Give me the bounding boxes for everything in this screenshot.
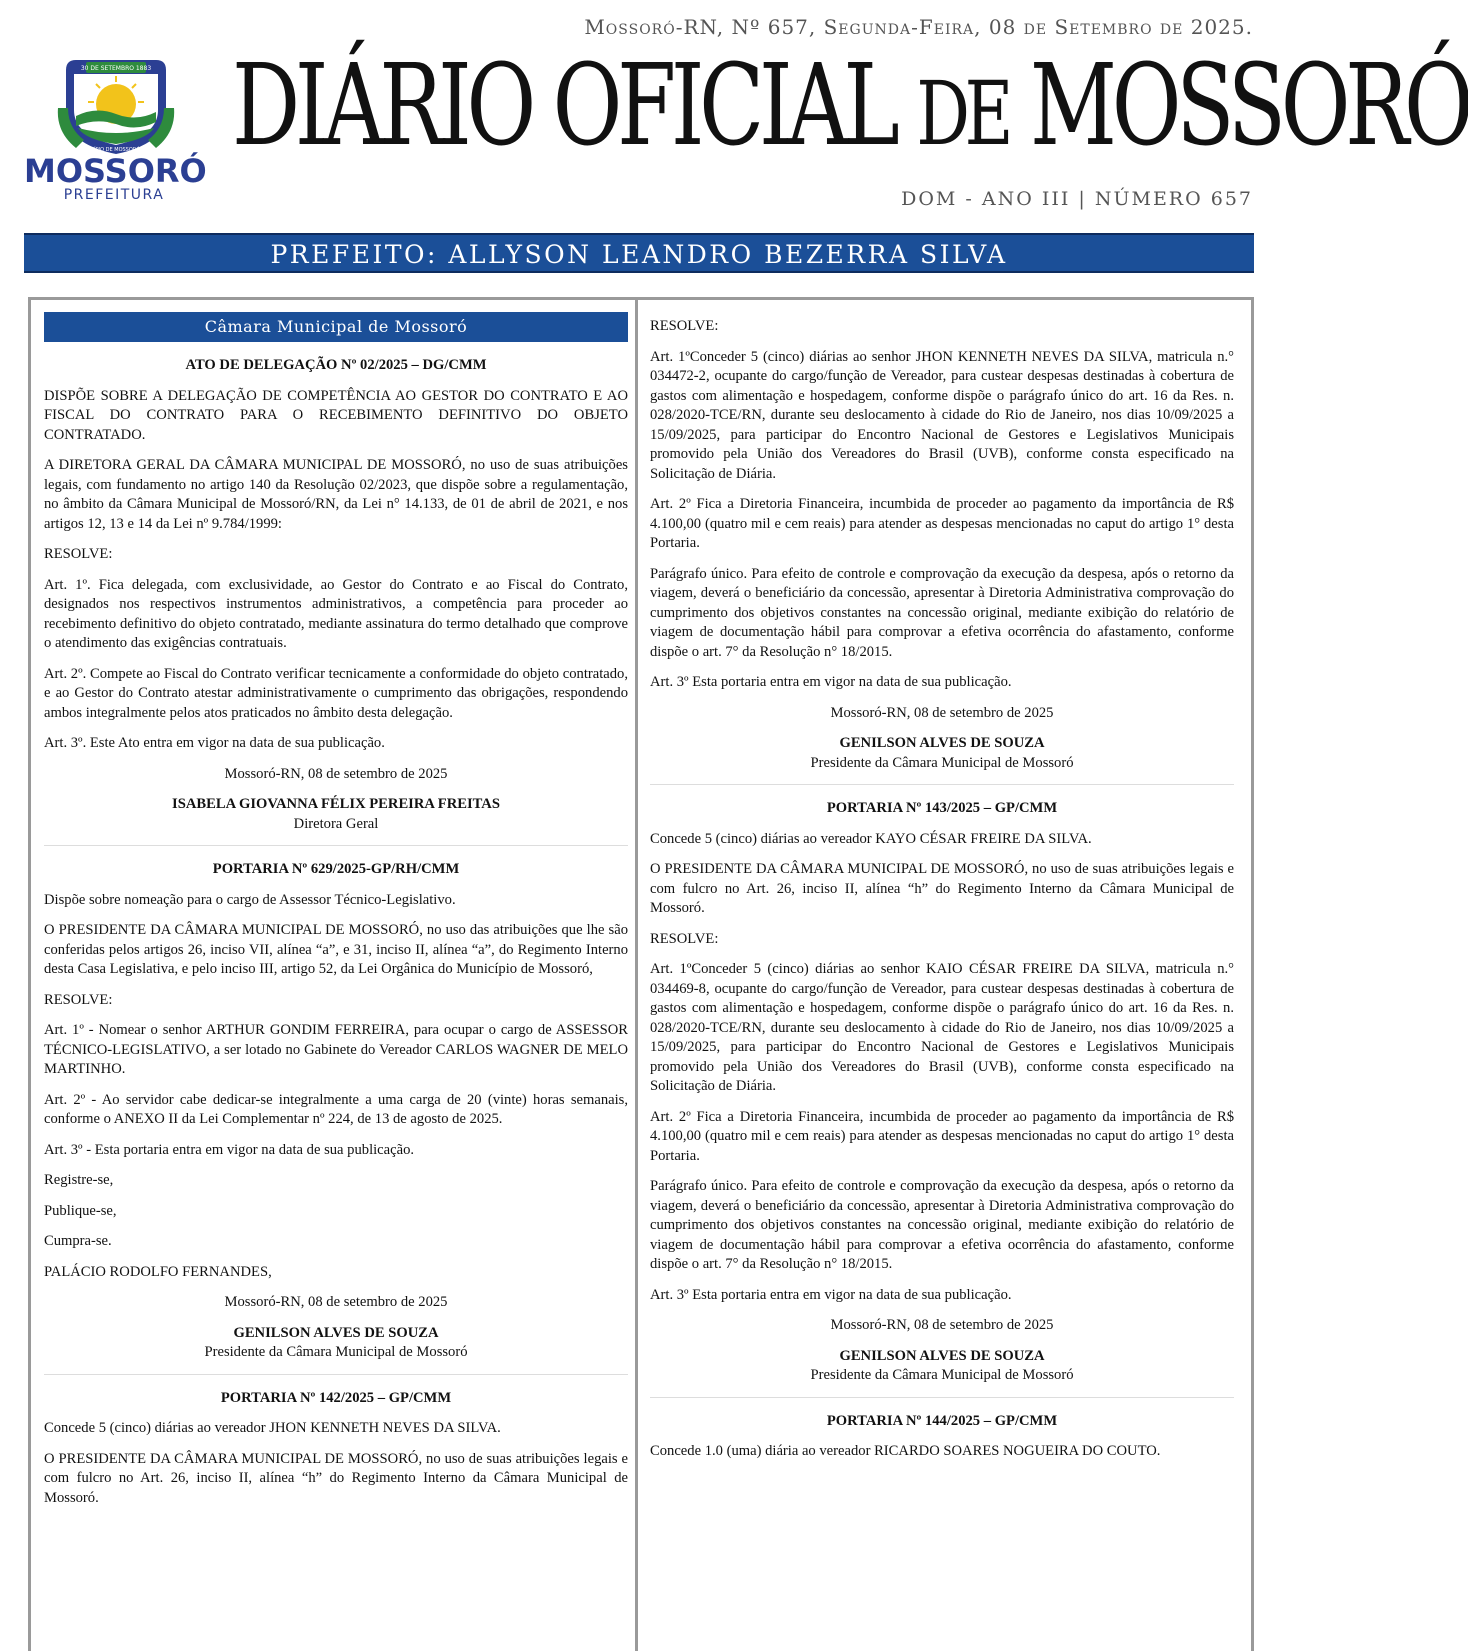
act-preamble: O PRESIDENTE DA CÂMARA MUNICIPAL DE MOSSORÓ, no uso de suas atribuições legais e com fulcro no Art. 26, inciso II, alínea “h” do Regimento Interno da Câmara Municipal de Mossoró. <box>44 1450 628 1506</box>
act-preamble: A DIRETORA GERAL DA CÂMARA MUNICIPAL DE MOSSORÓ, no uso de suas atribuições legais, com fundamento no artigo 140 da Resolução 02/2023, que dispõe sobre a regulamentação, no âmbito da Câmara Municipal de Mossoró/RN, da Lei n° 14.133, de 01 de abril de 2021, e nos artigos 12, 13 e 14 da Lei nº 9.784/1999: <box>44 457 628 532</box>
ato-delegacao <box>44 356 628 834</box>
act-art1: Art. 1º. Fica delegada, com exclusividade, ao Gestor do Contrato e ao Fiscal do Contrato, designados nos respectivos instrumentos administrativos, a competência para proceder ao recebimento definitivo do objeto contratado, mediante assinatura do termo detalhado que comprove o atendimento das exigências contratuais. <box>44 576 628 651</box>
act-date: Mossoró-RN, 08 de setembro de 2025 <box>224 1294 448 1310</box>
act-title: PORTARIA Nº 629/2025-GP/RH/CMM <box>212 861 460 877</box>
act-registre: Registre-se, <box>44 1172 114 1188</box>
portaria-142-start <box>44 1389 628 1509</box>
act-cumpra: Cumpra-se. <box>44 1233 112 1249</box>
act-date: Mossoró-RN, 08 de setembro de 2025 <box>224 765 448 782</box>
act-art2: Art. 2º Fica a Diretoria Financeira, incumbida de proceder ao pagamento da importância de R$ 4.100,00 (quatro mil e cem reais) para atender as despesas mencionadas no caput do artigo 1° desta Portaria. <box>650 1108 1234 1164</box>
act-title: PORTARIA Nº 142/2025 – GP/CMM <box>220 1389 452 1406</box>
act-ementa: Concede 5 (cinco) diárias ao vereador KAYO CÉSAR FREIRE DA SILVA. <box>650 830 1092 847</box>
act-resolve: RESOLVE: <box>650 930 719 947</box>
mayor-banner: PREFEITO: ALLYSON LEANDRO BEZERRA SILVA <box>24 233 1254 273</box>
logo-subtitle: PREFEITURA <box>63 187 165 203</box>
act-palacio: PALÁCIO RODOLFO FERNANDES, <box>44 1263 272 1280</box>
act-art1: Art. 1º - Nomear o senhor ARTHUR GONDIM FERREIRA, para ocupar o cargo de ASSESSOR TÉCNICO-LEGISLATIVO, a ser lotado no Gabinete do Vereador CARLOS WAGNER DE MELO MARTINHO. <box>44 1022 628 1077</box>
act-resolve: RESOLVE: <box>650 318 719 334</box>
signer-name: GENILSON ALVES DE SOUZA <box>839 735 1045 751</box>
masthead-title: DIÁRIO OFICIAL DE MOSSORÓ <box>232 41 1468 171</box>
act-resolve: RESOLVE: <box>44 546 113 562</box>
act-paragrafo: Parágrafo único. Para efeito de controle e comprovação da execução da despesa, após o retorno da viagem, deverá o beneficiário da concessão, apresentar à Diretoria Administrativa comprovação do cumprimento dos objetivos constantes na concessão original, mediante exibição do relatório de viagem de documentação hábil para comprovar a efetiva ocorrência do afastamento, conforme dispõe o art. 7° da Resolução n° 18/2015. <box>650 1178 1234 1272</box>
divider <box>650 1397 1234 1398</box>
act-signature <box>650 734 1234 773</box>
right-column <box>650 317 1234 1473</box>
act-ementa: Concede 1.0 (uma) diária ao vereador RICARDO SOARES NOGUEIRA DO COUTO. <box>650 1443 1161 1459</box>
svg-text:MUNICÍPIO DE MOSSORÓ 1852: MUNICÍPIO DE MOSSORÓ 1852 <box>77 147 155 153</box>
act-art2: Art. 2º Fica a Diretoria Financeira, incumbida de proceder ao pagamento da importância de R$ 4.100,00 (quatro mil e cem reais) para atender as despesas mencionadas no caput do artigo 1° desta Portaria. <box>650 496 1234 551</box>
act-art3: Art. 3º - Esta portaria entra em vigor na data de sua publicação. <box>44 1141 415 1158</box>
column-divider <box>635 297 638 1651</box>
act-signature <box>44 1324 628 1363</box>
act-paragrafo: Parágrafo único. Para efeito de controle e comprovação da execução da despesa, após o retorno da viagem, deverá o beneficiário da concessão, apresentar à Diretoria Administrativa comprovação do cumprimento dos objetivos constantes na concessão original, mediante exibição do relatório de viagem de documentação hábil para comprovar a efetiva ocorrência do afastamento, conforme dispõe o art. 7° da Resolução n° 18/2015. <box>650 565 1234 660</box>
issue-number: DOM - ANO III | NÚMERO 657 <box>901 188 1253 210</box>
divider <box>44 845 628 846</box>
act-title: PORTARIA Nº 143/2025 – GP/CMM <box>826 800 1058 816</box>
city-crest-icon <box>56 52 176 156</box>
page-header <box>0 0 1468 235</box>
act-art3: Art. 3º Esta portaria entra em vigor na data de sua publicação. <box>650 1286 1012 1303</box>
act-publique: Publique-se, <box>44 1202 117 1219</box>
act-ementa: DISPÕE SOBRE A DELEGAÇÃO DE COMPETÊNCIA AO GESTOR DO CONTRATO E AO FISCAL DO CONTRATO PARA O RECEBIMENTO DEFINITIVO DO OBJETO CONTRATADO. <box>44 387 628 443</box>
act-art3: Art. 3º. Este Ato entra em vigor na data de sua publicação. <box>44 735 385 751</box>
act-art2: Art. 2º. Compete ao Fiscal do Contrato verificar tecnicamente a conformidade do objeto contratado, e ao Gestor do Contrato atestar administrativamente o cumprimento das obrigações, respondendo ambos integralmente pelos atos praticados no âmbito desta delegação. <box>44 665 628 721</box>
act-title: PORTARIA Nº 144/2025 – GP/CMM <box>826 1412 1058 1429</box>
svg-text:30 DE SETEMBRO 1883: 30 DE SETEMBRO 1883 <box>80 65 152 72</box>
portaria-629 <box>44 860 628 1363</box>
act-art1: Art. 1ºConceder 5 (cinco) diárias ao senhor JHON KENNETH NEVES DA SILVA, matricula n.° 034472-2, ocupante do cargo/função de Vereador, para custear despesas destinadas à cobertura de gastos com alimentação e hospedagem, conforme dispõe o parágrafo único do art. 16 da Res. n. 028/2020-TCE/RN, durante seu deslocamento à cidade do Rio de Janeiro, nos dias 10/09/2025 a 15/09/2025, para participar do Encontro Nacional de Gestores e Legislativos Municipais promovido pela União dos Vereadores do Brasil (UVB), conforme consta especificado na Solicitação de Diária. <box>650 348 1234 482</box>
left-column <box>44 312 628 1519</box>
act-signature <box>650 1347 1234 1386</box>
act-ementa: Concede 5 (cinco) diárias ao vereador JHON KENNETH NEVES DA SILVA. <box>44 1420 501 1436</box>
divider <box>650 784 1234 785</box>
portaria-142-continued <box>650 317 1234 773</box>
portaria-144 <box>650 1412 1234 1462</box>
signer-name: ISABELA GIOVANNA FÉLIX PEREIRA FREITAS <box>172 796 500 812</box>
act-ementa: Dispõe sobre nomeação para o cargo de Assessor Técnico-Legislativo. <box>44 891 456 908</box>
signer-name: GENILSON ALVES DE SOUZA <box>839 1347 1045 1364</box>
act-art3: Art. 3º Esta portaria entra em vigor na data de sua publicação. <box>650 674 1012 690</box>
act-resolve: RESOLVE: <box>44 991 113 1008</box>
act-preamble: O PRESIDENTE DA CÂMARA MUNICIPAL DE MOSSORÓ, no uso de suas atribuições legais e com fulcro no Art. 26, inciso II, alínea “h” do Regimento Interno da Câmara Municipal de Mossoró. <box>650 861 1234 916</box>
act-date: Mossoró-RN, 08 de setembro de 2025 <box>830 1317 1054 1333</box>
signer-role: Presidente da Câmara Municipal de Mossoró <box>810 1367 1074 1383</box>
signer-role: Presidente da Câmara Municipal de Mossoró <box>204 1344 468 1360</box>
signer-name: GENILSON ALVES DE SOUZA <box>233 1324 439 1341</box>
signer-role: Presidente da Câmara Municipal de Mossoró <box>810 754 1074 771</box>
divider <box>44 1374 628 1375</box>
act-title: ATO DE DELEGAÇÃO Nº 02/2025 – DG/CMM <box>185 357 487 373</box>
dateline: Mossoró-RN, Nº 657, Segunda-Feira, 08 de Setembro de 2025. <box>584 15 1253 39</box>
act-signature <box>44 795 628 834</box>
act-date: Mossoró-RN, 08 de setembro de 2025 <box>830 704 1054 721</box>
act-art2: Art. 2º - Ao servidor cabe dedicar-se integralmente a uma carga de 20 (vinte) horas semanais, conforme o ANEXO II da Lei Complementar nº 224, de 13 de agosto de 2025. <box>44 1091 628 1127</box>
signer-role: Diretora Geral <box>293 815 379 832</box>
section-header: Câmara Municipal de Mossoró <box>44 312 628 342</box>
act-preamble: O PRESIDENTE DA CÂMARA MUNICIPAL DE MOSSORÓ, no uso das atribuições que lhe são conferidas pelos artigos 26, inciso VII, alínea “a”, e 31, inciso II, alínea “a”, do Regimento Interno desta Casa Legislativa, e pelo inciso III, artigo 52, da Lei Orgânica do Município de Mossoró, <box>44 922 628 977</box>
portaria-143 <box>650 799 1234 1386</box>
act-art1: Art. 1ºConceder 5 (cinco) diárias ao senhor KAIO CÉSAR FREIRE DA SILVA, matricula n.° 034469-8, ocupante do cargo/função de Vereador, para custear despesas destinadas à cobertura de gastos com alimentação e hospedagem, conforme dispõe o parágrafo único do art. 16 da Res. n. 028/2020-TCE/RN, durante seu deslocamento à cidade do Rio de Janeiro, nos dias 10/09/2025 a 15/09/2025, para participar do Encontro Nacional de Gestores e Legislativos Municipais promovido pela União dos Vereadores do Brasil (UVB), conforme consta especificado na Solicitação de Diária. <box>650 961 1234 1094</box>
prefeitura-logo <box>24 48 207 203</box>
logo-city-name: MOSSORÓ <box>24 152 207 190</box>
